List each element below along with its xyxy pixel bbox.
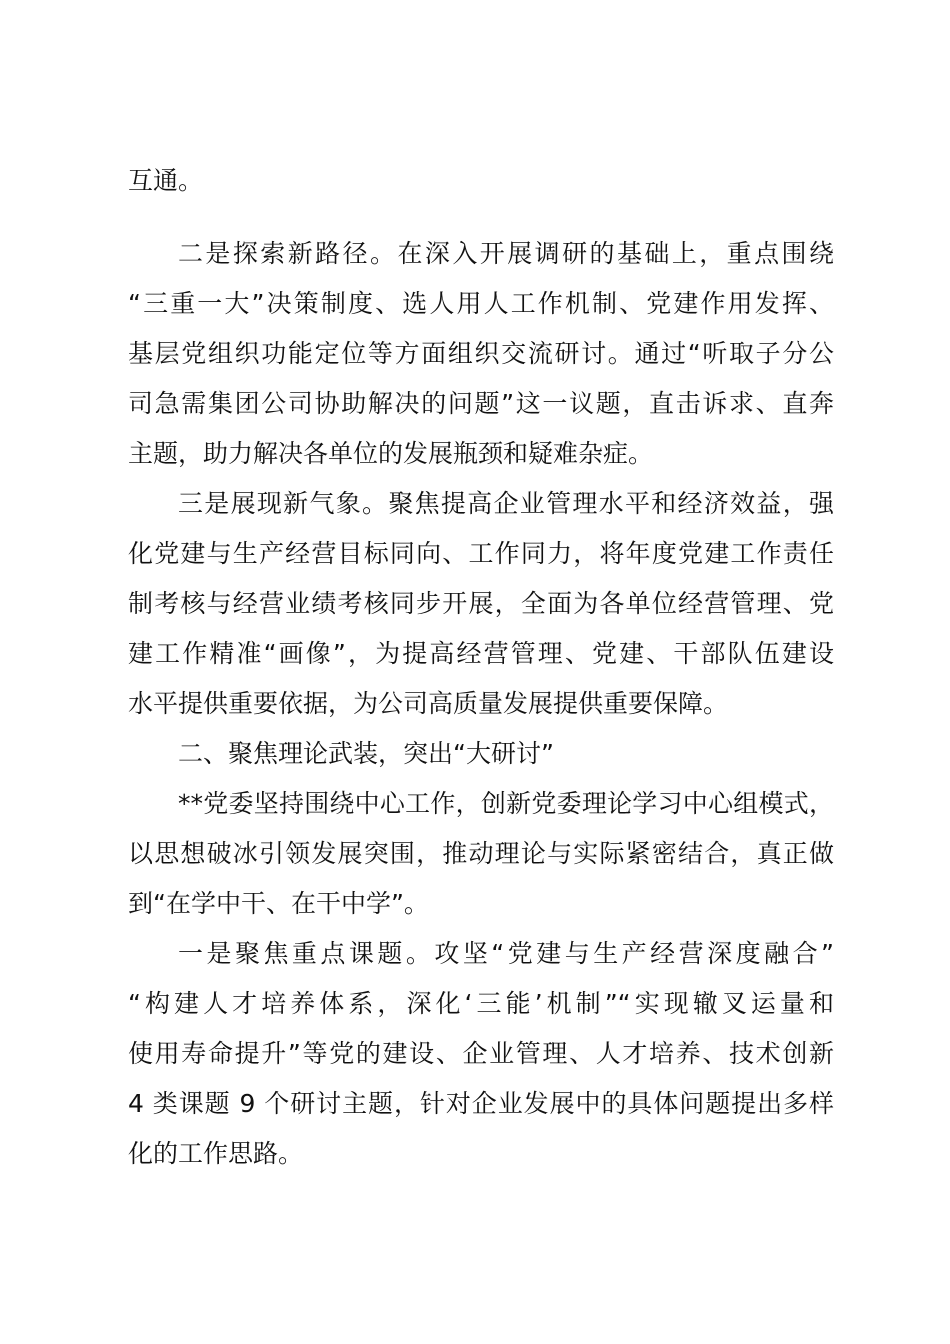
text-line: 司急需集团公司协助解决的问题”这一议题，直击诉求、直奔 <box>128 389 834 418</box>
text-line: 基层党组织功能定位等方面组织交流研讨。通过“听取子分公 <box>128 339 834 368</box>
text-line: 互通。 <box>128 166 204 195</box>
text-line: 使用寿命提升”等党的建设、企业管理、人才培养、技术创新 <box>128 1039 834 1068</box>
text-line: 建工作精准“画像”，为提高经营管理、党建、干部队伍建设 <box>128 639 834 668</box>
text-line: 到“在学中干、在干中学”。 <box>128 889 429 918</box>
text-line: “构建人才培养体系，深化‘三能’机制”“实现辙叉运量和 <box>128 989 834 1018</box>
text-line: 三是展现新气象。聚焦提高企业管理水平和经济效益，强 <box>178 489 834 518</box>
text-line: **党委坚持围绕中心工作，创新党委理论学习中心组模式， <box>178 789 834 818</box>
text-line: 水平提供重要依据，为公司高质量发展提供重要保障。 <box>128 689 729 718</box>
text-line: 化的工作思路。 <box>128 1139 304 1168</box>
text-line: 4 类课题 9 个研讨主题，针对企业发展中的具体问题提出多样 <box>128 1089 834 1118</box>
text-line: “三重一大”决策制度、选人用人工作机制、党建作用发挥、 <box>128 289 834 318</box>
text-line: 以思想破冰引领发展突围，推动理论与实际紧密结合，真正做 <box>128 839 834 868</box>
text-line: 一是聚焦重点课题。攻坚“党建与生产经营深度融合” <box>178 939 834 968</box>
text-line: 主题，助力解决各单位的发展瓶颈和疑难杂症。 <box>128 439 654 468</box>
section-heading: 二、聚焦理论武装，突出“大研讨” <box>178 739 554 768</box>
text-line: 化党建与生产经营目标同向、工作同力，将年度党建工作责任 <box>128 539 834 568</box>
text-line: 制考核与经营业绩考核同步开展，全面为各单位经营管理、党 <box>128 589 834 618</box>
text-line: 二是探索新路径。在深入开展调研的基础上，重点围绕 <box>178 239 834 268</box>
